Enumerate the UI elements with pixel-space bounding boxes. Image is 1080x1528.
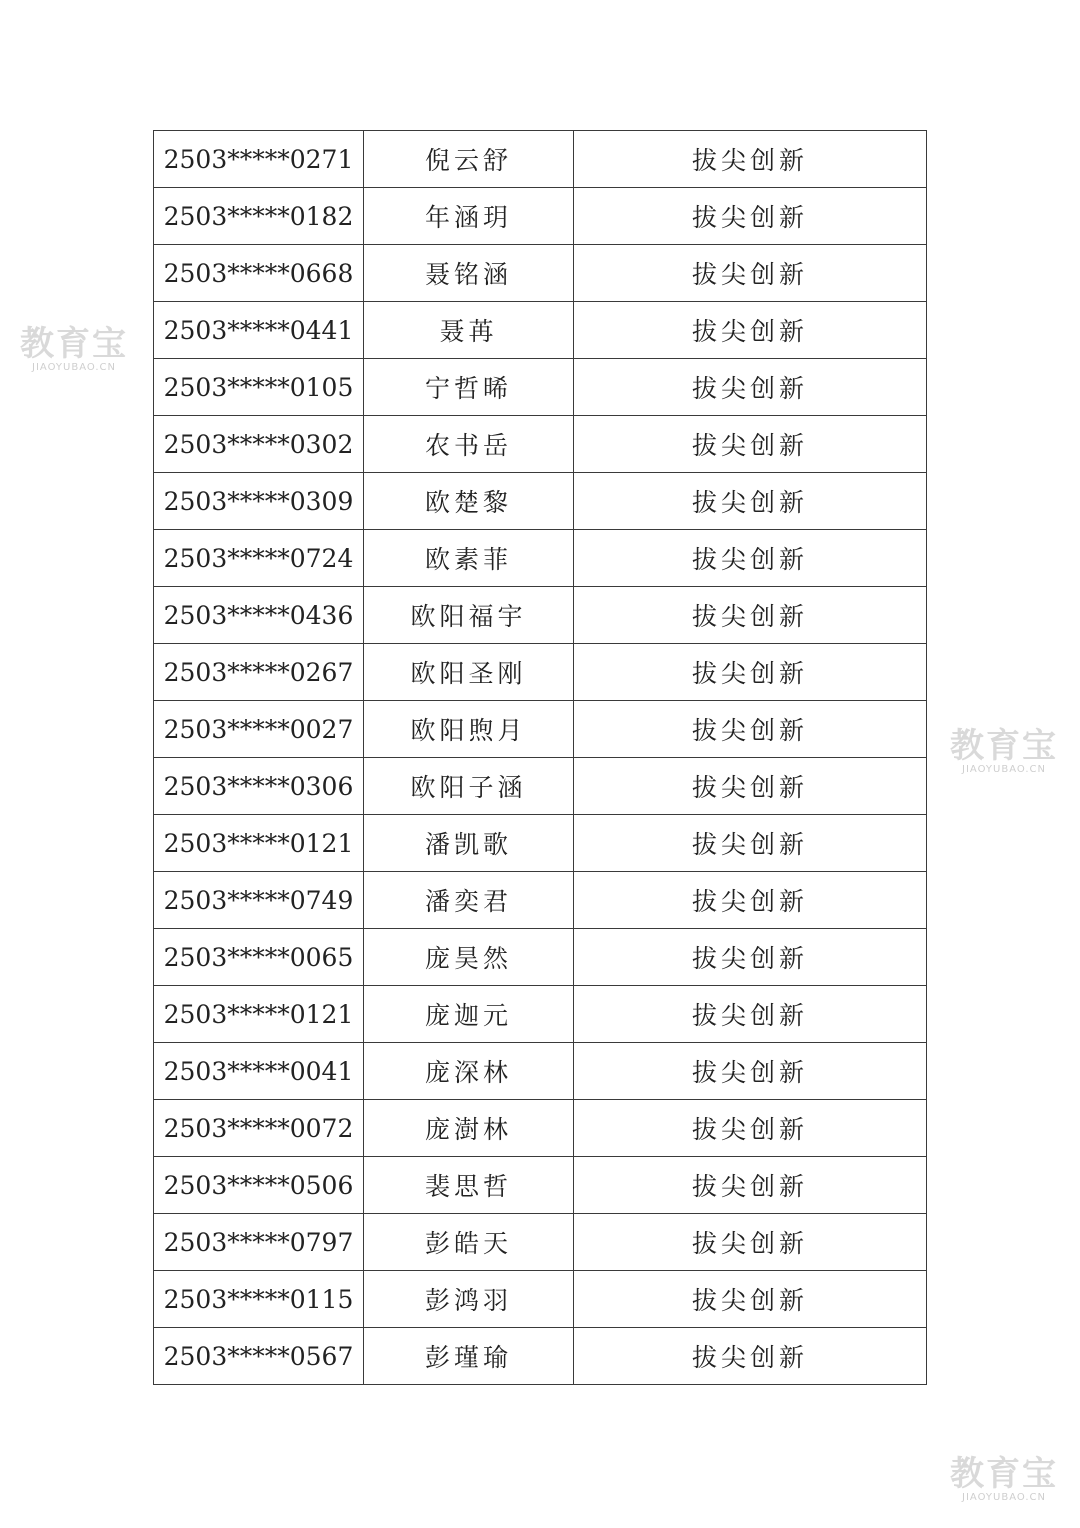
roster-table-body	[154, 131, 927, 1385]
category-cell: 拔尖创新	[574, 929, 927, 986]
student-name-cell: 彭鸿羽	[364, 1271, 574, 1328]
student-id-cell: 2503*****0309	[154, 473, 364, 530]
table-row	[154, 131, 927, 188]
table-row	[154, 1214, 927, 1271]
student-id-cell: 2503*****0065	[154, 929, 364, 986]
student-id-cell: 2503*****0041	[154, 1043, 364, 1100]
category-cell: 拔尖创新	[574, 302, 927, 359]
watermark-text: 教育宝	[950, 726, 1058, 766]
student-name-cell: 庞澍林	[364, 1100, 574, 1157]
category-cell: 拔尖创新	[574, 701, 927, 758]
student-name-cell: 潘凯歌	[364, 815, 574, 872]
student-id-cell: 2503*****0668	[154, 245, 364, 302]
category-cell: 拔尖创新	[574, 1328, 927, 1385]
table-row	[154, 473, 927, 530]
table-row	[154, 587, 927, 644]
table-row	[154, 530, 927, 587]
category-cell: 拔尖创新	[574, 644, 927, 701]
category-cell: 拔尖创新	[574, 587, 927, 644]
student-id-cell: 2503*****0271	[154, 131, 364, 188]
table-row	[154, 758, 927, 815]
category-cell: 拔尖创新	[574, 131, 927, 188]
watermark-url: JIAOYUBAO.CN	[962, 1492, 1046, 1503]
category-cell: 拔尖创新	[574, 1271, 927, 1328]
category-cell: 拔尖创新	[574, 1157, 927, 1214]
student-id-cell: 2503*****0567	[154, 1328, 364, 1385]
watermark-text: 教育宝	[20, 324, 128, 364]
student-name-cell: 庞迦元	[364, 986, 574, 1043]
table-row	[154, 188, 927, 245]
student-id-cell: 2503*****0182	[154, 188, 364, 245]
category-cell: 拔尖创新	[574, 473, 927, 530]
table-row	[154, 929, 927, 986]
category-cell: 拔尖创新	[574, 359, 927, 416]
student-id-cell: 2503*****0306	[154, 758, 364, 815]
watermark-url: JIAOYUBAO.CN	[962, 764, 1046, 775]
student-name-cell: 欧阳福宇	[364, 587, 574, 644]
table-row	[154, 359, 927, 416]
category-cell: 拔尖创新	[574, 245, 927, 302]
roster-table	[153, 130, 927, 1385]
table-row	[154, 815, 927, 872]
table-row	[154, 1043, 927, 1100]
table-row	[154, 644, 927, 701]
student-id-cell: 2503*****0302	[154, 416, 364, 473]
student-name-cell: 年涵玥	[364, 188, 574, 245]
table-row	[154, 1328, 927, 1385]
student-id-cell: 2503*****0115	[154, 1271, 364, 1328]
student-id-cell: 2503*****0267	[154, 644, 364, 701]
category-cell: 拔尖创新	[574, 758, 927, 815]
student-name-cell: 裴思哲	[364, 1157, 574, 1214]
student-name-cell: 欧阳圣刚	[364, 644, 574, 701]
student-id-cell: 2503*****0072	[154, 1100, 364, 1157]
student-name-cell: 宁哲晞	[364, 359, 574, 416]
student-id-cell: 2503*****0749	[154, 872, 364, 929]
category-cell: 拔尖创新	[574, 986, 927, 1043]
watermark-logo	[14, 326, 134, 374]
table-row	[154, 245, 927, 302]
student-name-cell: 聂铭涵	[364, 245, 574, 302]
table-row	[154, 1100, 927, 1157]
student-id-cell: 2503*****0506	[154, 1157, 364, 1214]
category-cell: 拔尖创新	[574, 1043, 927, 1100]
category-cell: 拔尖创新	[574, 530, 927, 587]
student-name-cell: 欧楚黎	[364, 473, 574, 530]
table-row	[154, 1157, 927, 1214]
student-name-cell: 欧素菲	[364, 530, 574, 587]
category-cell: 拔尖创新	[574, 1100, 927, 1157]
student-name-cell: 庞深林	[364, 1043, 574, 1100]
student-id-cell: 2503*****0121	[154, 815, 364, 872]
watermark-url: JIAOYUBAO.CN	[32, 362, 116, 373]
student-name-cell: 彭瑾瑜	[364, 1328, 574, 1385]
student-id-cell: 2503*****0027	[154, 701, 364, 758]
category-cell: 拔尖创新	[574, 188, 927, 245]
category-cell: 拔尖创新	[574, 1214, 927, 1271]
student-id-cell: 2503*****0724	[154, 530, 364, 587]
student-name-cell: 潘奕君	[364, 872, 574, 929]
student-name-cell: 彭皓天	[364, 1214, 574, 1271]
student-id-cell: 2503*****0121	[154, 986, 364, 1043]
student-name-cell: 欧阳子涵	[364, 758, 574, 815]
student-name-cell: 聂苒	[364, 302, 574, 359]
watermark-logo	[944, 728, 1064, 776]
table-row	[154, 872, 927, 929]
student-id-cell: 2503*****0797	[154, 1214, 364, 1271]
student-name-cell: 庞昊然	[364, 929, 574, 986]
table-row	[154, 416, 927, 473]
student-id-cell: 2503*****0105	[154, 359, 364, 416]
student-id-cell: 2503*****0436	[154, 587, 364, 644]
watermark-text: 教育宝	[950, 1454, 1058, 1494]
student-name-cell: 倪云舒	[364, 131, 574, 188]
table-row	[154, 986, 927, 1043]
student-id-cell: 2503*****0441	[154, 302, 364, 359]
watermark-logo	[944, 1456, 1064, 1504]
category-cell: 拔尖创新	[574, 872, 927, 929]
category-cell: 拔尖创新	[574, 416, 927, 473]
table-row	[154, 302, 927, 359]
table-row	[154, 1271, 927, 1328]
table-row	[154, 701, 927, 758]
student-name-cell: 欧阳煦月	[364, 701, 574, 758]
student-name-cell: 农书岳	[364, 416, 574, 473]
category-cell: 拔尖创新	[574, 815, 927, 872]
